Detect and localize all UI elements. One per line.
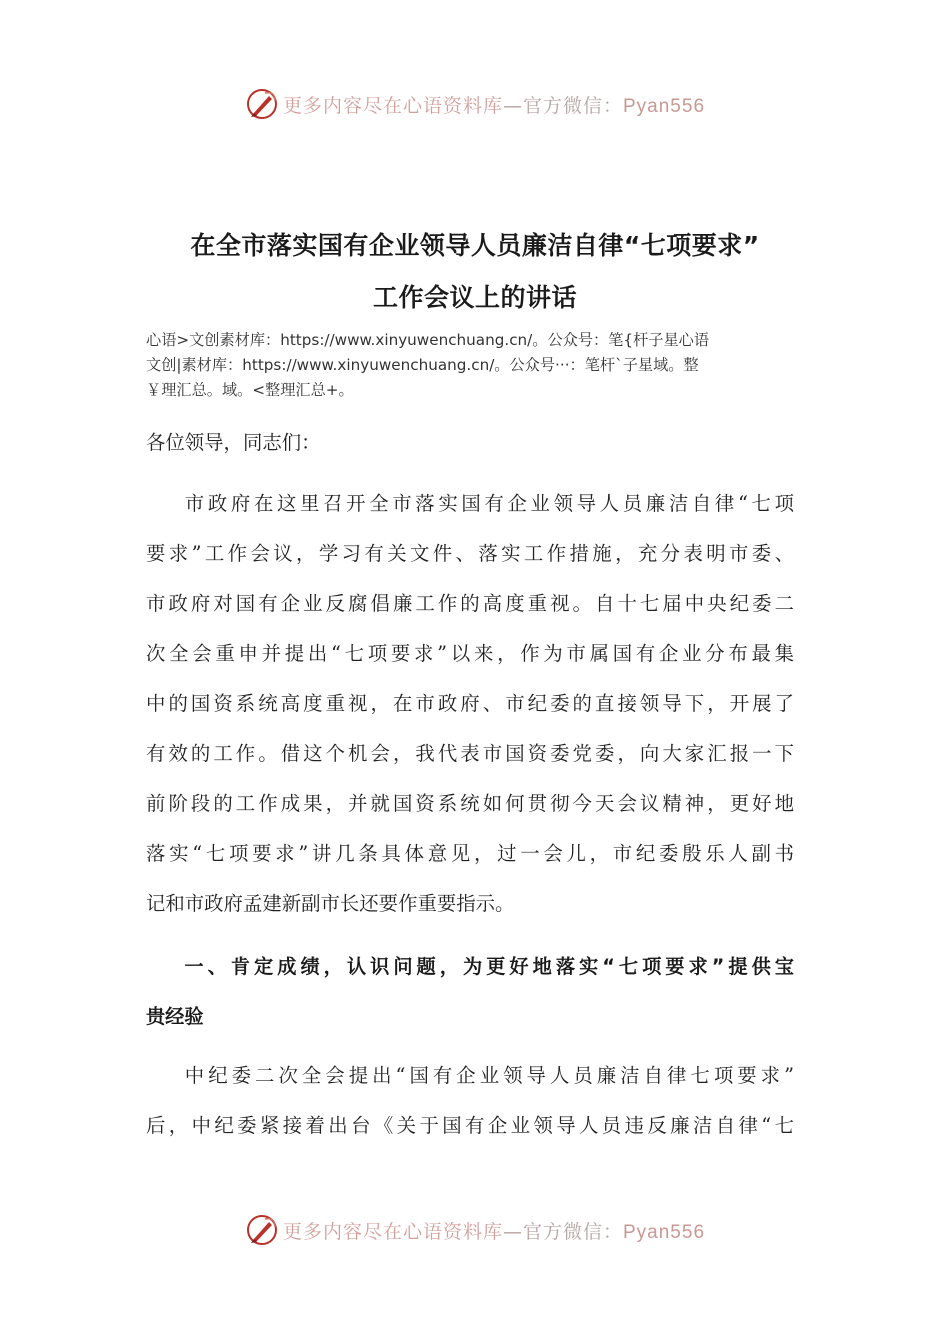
paragraph-1-line: 市政府对国有企业反腐倡廉工作的高度重视。自十七届中央纪委二 — [146, 592, 794, 615]
section-heading-line: 一、肯定成绩，认识问题，为更好地落实“七项要求”提供宝 — [184, 955, 794, 978]
watermark-dash: — — [502, 94, 523, 117]
source-line-3: ￥理汇总。域。<整理汇总+。 — [146, 381, 354, 399]
watermark-dash: — — [502, 1220, 523, 1243]
paragraph-2-line: 中纪委二次全会提出“国有企业领导人员廉洁自律七项要求” — [184, 1064, 794, 1087]
section-heading-1 — [146, 942, 794, 1042]
source-line-1: 心语>文创素材库：https://www.xinyuwenchuang.cn/。公众号：笔{杆子星心语 — [146, 331, 710, 349]
paragraph-2-line: 后，中纪委紧接着出台《关于国有企业领导人员违反廉洁自律“七 — [146, 1114, 794, 1137]
footer-watermark-banner — [0, 1210, 950, 1250]
document-title-line-2: 工作会议上的讲话 — [372, 283, 577, 312]
watermark-wechat-id: Pyan556 — [623, 95, 706, 117]
watermark-text — [283, 91, 705, 118]
document-title-line-1: 在全市落实国有企业领导人员廉洁自律“七项要求” — [190, 231, 760, 260]
greeting — [146, 418, 794, 468]
source-note — [146, 328, 794, 403]
paragraph-1-line: 中的国资系统高度重视，在市政府、市纪委的直接领导下，开展了 — [146, 692, 794, 715]
greeting-text: 各位领导，同志们： — [146, 431, 321, 454]
paragraph-1-line: 次全会重申并提出“七项要求”以来，作为市属国有企业分布最集 — [146, 642, 794, 665]
paragraph-1-line: 要求”工作会议，学习有关文件、落实工作措施，充分表明市委、 — [146, 542, 794, 565]
watermark-official-label: 官方微信： — [522, 1220, 623, 1243]
paragraph-1-line: 前阶段的工作成果，并就国资系统如何贯彻今天会议精神，更好地 — [146, 792, 794, 815]
paragraph-2 — [146, 1051, 794, 1151]
paragraph-1-line: 记和市政府孟建新副市长还要作重要指示。 — [146, 892, 515, 915]
paragraph-1-line: 有效的工作。借这个机会，我代表市国资委党委，向大家汇报一下 — [146, 742, 794, 765]
watermark-text — [283, 1217, 705, 1244]
header-watermark-banner — [0, 84, 950, 124]
paragraph-1-line: 市政府在这里召开全市落实国有企业领导人员廉洁自律“七项 — [184, 492, 794, 515]
watermark-official-label: 官方微信： — [522, 94, 623, 117]
watermark-main-text: 更多内容尽在心语资料库 — [282, 94, 503, 117]
paragraph-1 — [146, 479, 794, 929]
source-line-2: 文创|素材库：https://www.xinyuwenchuang.cn/。公众号···：笔杆`子星域。整 — [146, 356, 699, 374]
watermark-main-text: 更多内容尽在心语资料库 — [282, 1220, 503, 1243]
pen-logo-icon — [245, 87, 279, 121]
pen-logo-icon — [245, 1213, 279, 1247]
section-heading-line: 贵经验 — [146, 1005, 204, 1028]
watermark-wechat-id: Pyan556 — [623, 1221, 706, 1243]
paragraph-1-line: 落实“七项要求”讲几条具体意见，过一会儿，市纪委殷乐人副书 — [146, 842, 794, 865]
